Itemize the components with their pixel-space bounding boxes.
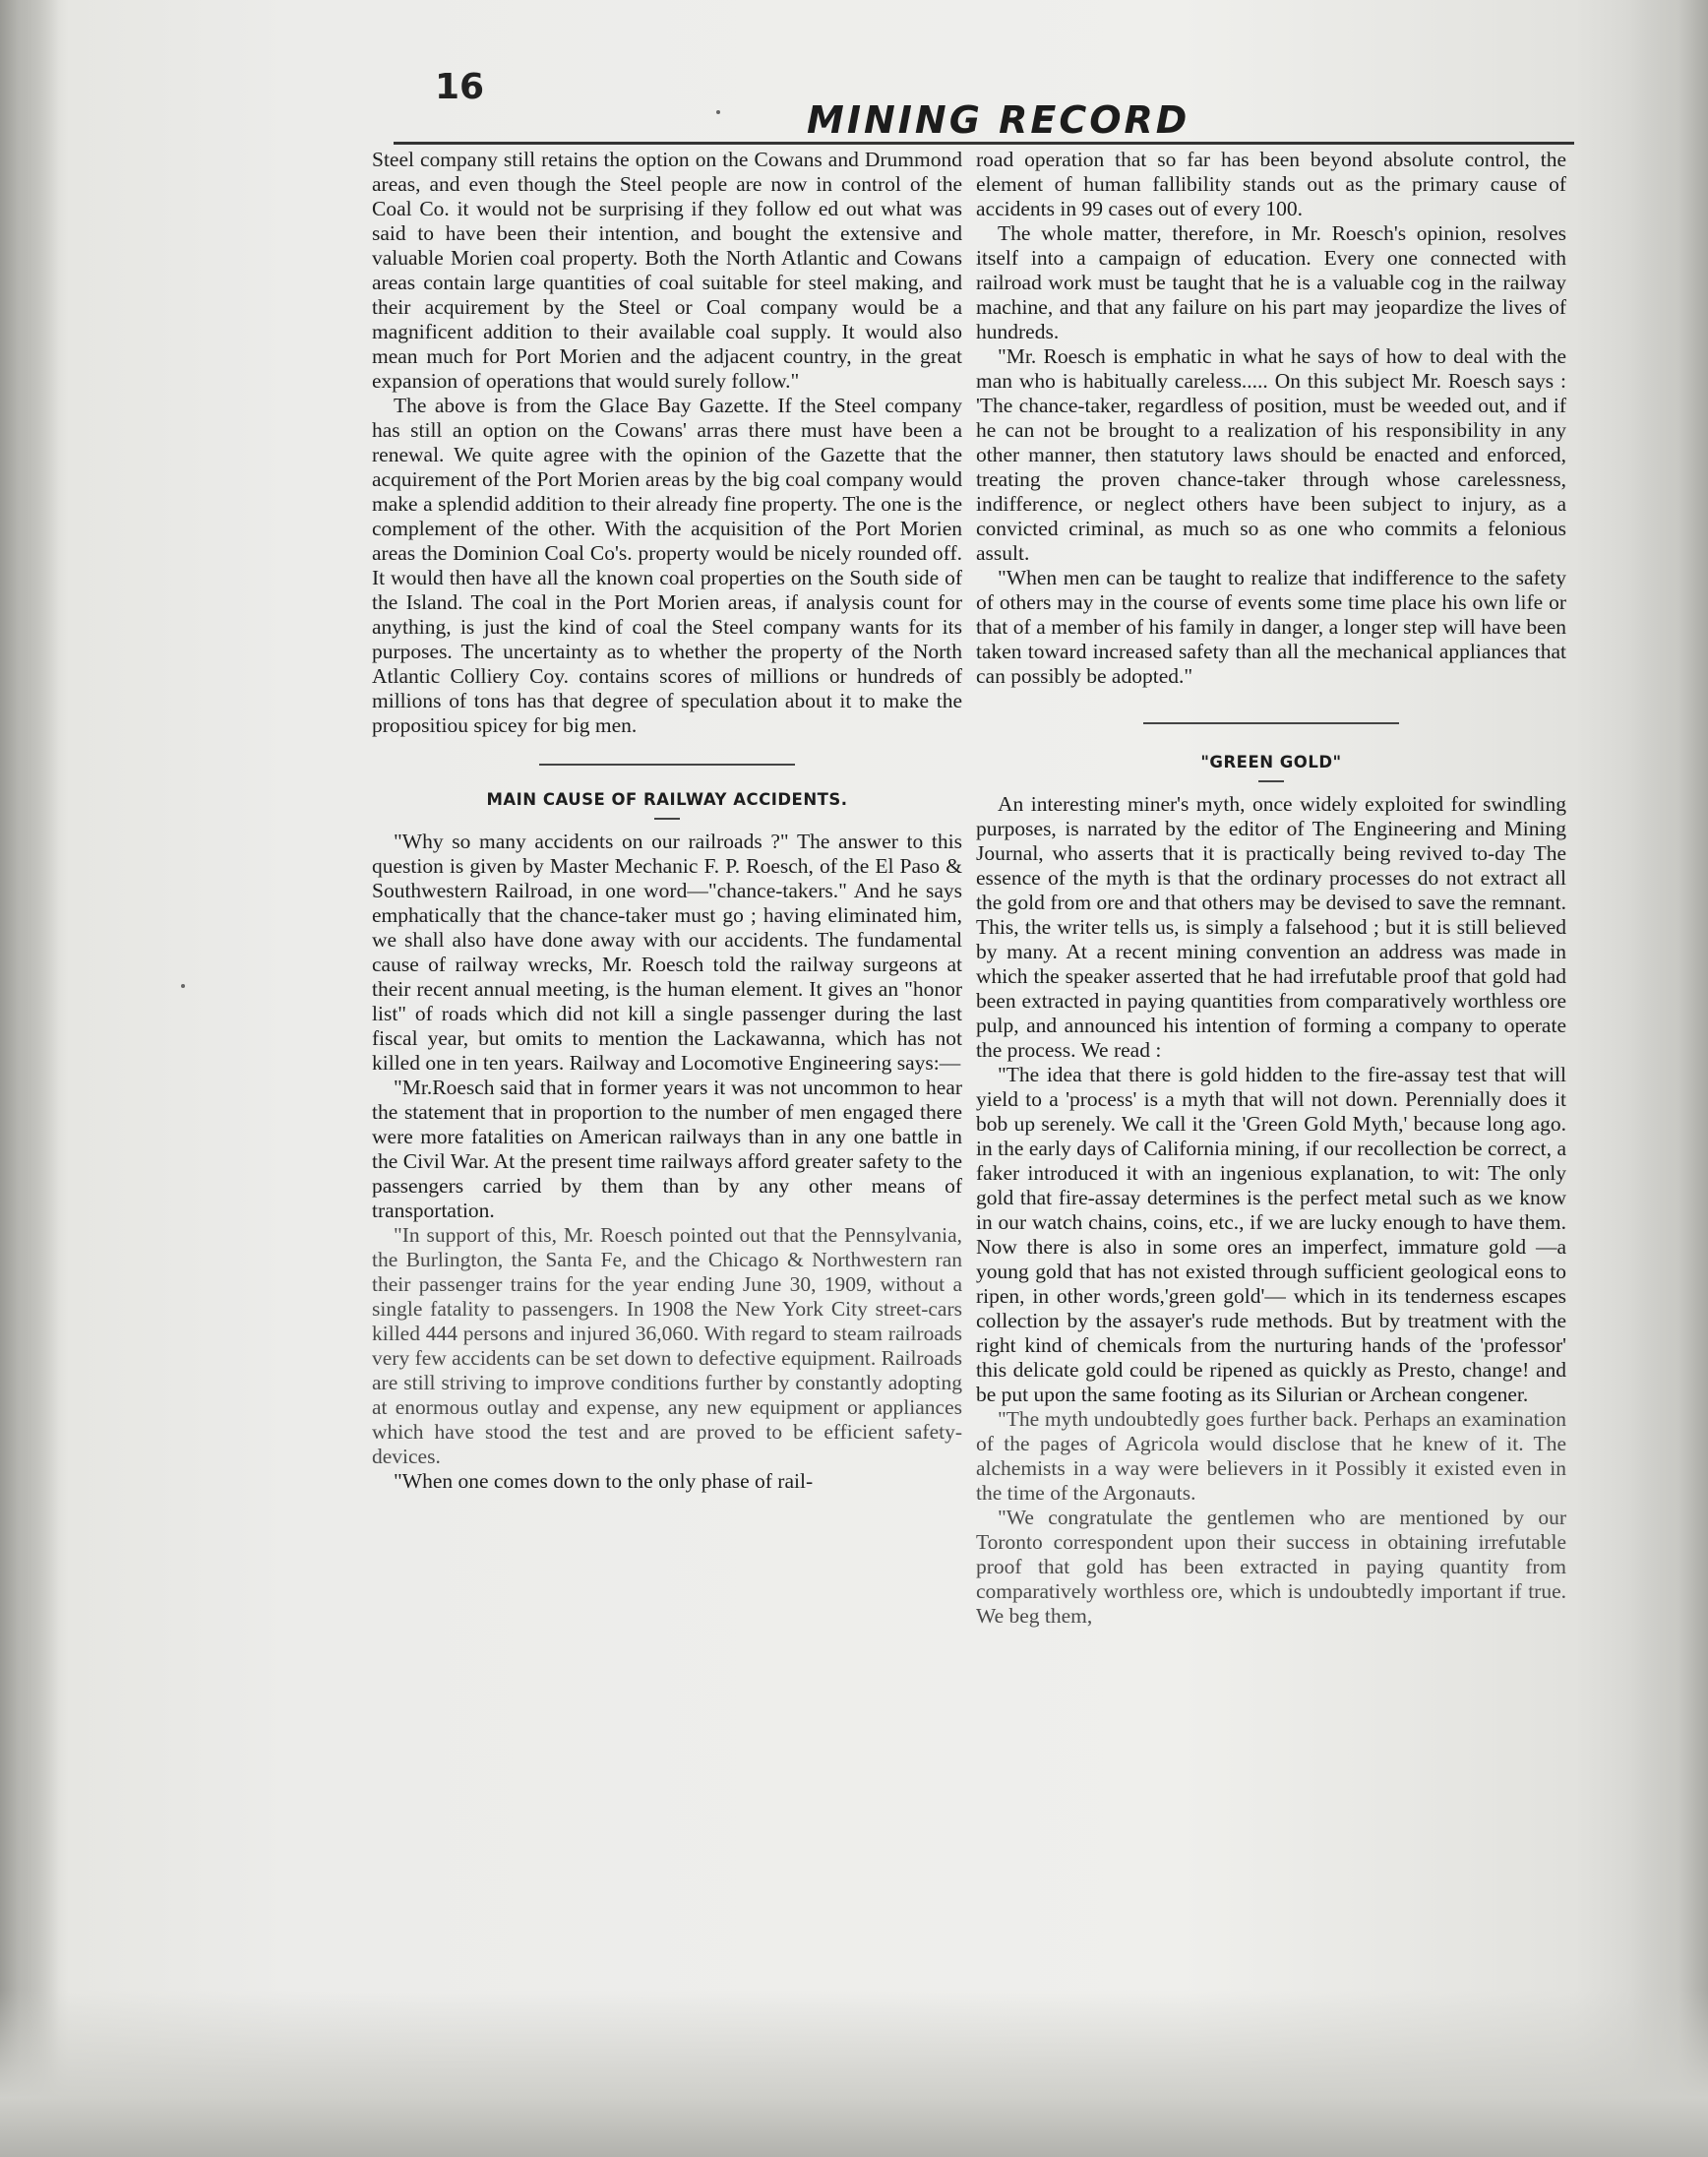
paragraph: "The myth undoubtedly goes further back. Perhaps an examination of the pages of Agricola would disclose that he knew of it. The alchemists in a way were believers in it Possibly it existed even in the time of the Argonauts. <box>976 1407 1566 1505</box>
paragraph: "We congratulate the gentlemen who are mentioned by our Toronto correspondent upon their success in obtaining irrefutable proof that gold has been extracted in paying quantity from comparatively worthless ore, which is undoubtedly important if true. We beg them, <box>976 1506 1566 1628</box>
running-title: MINING RECORD <box>807 98 1190 142</box>
section-separator <box>1143 722 1399 724</box>
left-column <box>372 148 962 1494</box>
paragraph: "Mr.Roesch said that in former years it was not uncommon to hear the statement that in proportion to the number of men engaged there were more fatalities on American railways than in any one battle in the Civil War. At the present time railways afford greater safety to the passengers carried by them than by any other means of transportation. <box>372 1076 962 1222</box>
paragraph: "When one comes down to the only phase of rail- <box>394 1469 814 1493</box>
paragraph: "The idea that there is gold hidden to the fire-assay test that will yield to a 'process' is a myth that will not down. Perennially does it bob up serenely. We call it the 'Green Gold Myth,' because long ago. in the early days of California mining, if our recollection be correct, a faker introduced it with an ingenious explanation, to wit: The only gold that fire-assay determines is the perfect metal such as we know in our watch chains, coins, etc., if we are lucky enough to have them. Now there is also in some ores an imperfect, immature gold —a young gold that has not existed through sufficient geological eons to ripen, in other words,'green gold'— which in its tenderness escapes collection by the assayer's rude methods. But by treatment with the right kind of chemicals from the nurturing hands of the 'professor' this delicate gold could be ripened as quickly as Presto, change! and be put upon the same footing as its Silurian or Archean congener. <box>976 1063 1566 1406</box>
speck <box>716 110 720 114</box>
bottom-page-shadow <box>0 1990 1708 2157</box>
paragraph: road operation that so far has been beyond absolute control, the element of human fallibility stands out as the primary cause of accidents in 99 cases out of every 100. <box>976 148 1566 220</box>
article-heading-green-gold: "GREEN GOLD" <box>1200 753 1342 771</box>
paragraph: "When men can be taught to realize that indifference to the safety of others may in the course of events some time place his own life or that of a member of his family in danger, a longer step will have been taken toward increased safety than all the mechanical appliances that can possibly be adopted." <box>976 566 1566 688</box>
section-separator <box>539 764 795 766</box>
paragraph: The above is from the Glace Bay Gazette. If the Steel company has still an option on the Cowans' arras there must have been a renewal. We quite agree with the opinion of the Gazette that the acquirement of the Port Morien areas by the big coal company would make a splendid addition to their already fine property. The one is the complement of the other. With the acquisition of the Port Morien areas the Dominion Coal Co's. property would be nicely rounded off. It would then have all the known coal properties on the South side of the Island. The coal in the Port Morien areas, if analysis count for anything, is just the kind of coal the Steel company wants for its purposes. The uncertainty as to whether the property of the North Atlantic Colliery Coy. contains scores of millions or hundreds of millions of tons has that degree of speculation about it to make the propositiou spicey for big men. <box>372 394 962 737</box>
paragraph: "Mr. Roesch is emphatic in what he says of how to deal with the man who is habitually careless..... On this subject Mr. Roesch says : 'The chance-taker, regardless of position, must be weeded out, and if he can not be brought to a realization of his responsibility in any other manner, then statutory laws should be enacted and enforced, treating the proven chance-taker through whose carelessness, indifference, or neglect others have been subject to injury, as a convicted criminal, as much so as one who commits a felonious assult. <box>976 344 1566 565</box>
heading-dash <box>654 818 680 820</box>
header-rule <box>394 142 1574 145</box>
binding-shadow <box>0 0 59 2157</box>
right-column <box>976 148 1566 1629</box>
paragraph: An interesting miner's myth, once widely exploited for swindling purposes, is narrated by the editor of The Engineering and Mining Journal, who asserts that it is practically being revived to-day The essence of the myth is that the ordinary processes do not extract all the gold from ore and that others may be devised to save the remnant. This, the writer tells us, is simply a falsehood ; but it is still believed by many. At a recent mining convention an address was made in which the speaker asserted that he had irrefutable proof that gold had been extracted in paying quantities from comparatively worthless ore pulp, and announced his intention of forming a company to operate the process. We read : <box>976 792 1566 1062</box>
paragraph: The whole matter, therefore, in Mr. Roesch's opinion, resolves itself into a campaign of education. Every one connected with railroad work must be taught that he is a valuable cog in the railway machine, and that any failure on his part may jeopardize the lives of hundreds. <box>976 221 1566 343</box>
speck <box>181 984 185 988</box>
article-heading-railway: MAIN CAUSE OF RAILWAY ACCIDENTS. <box>486 790 848 809</box>
page-number: 16 <box>435 67 485 107</box>
right-page-shadow <box>1629 0 1708 2157</box>
paragraph: "In support of this, Mr. Roesch pointed out that the Pennsylvania, the Burlington, the Santa Fe, and the Chicago & Northwestern ran their passenger trains for the year ending June 30, 1909, without a single fatality to passengers. In 1908 the New York City street-cars killed 444 persons and injured 36,060. With regard to steam railroads very few accidents can be set down to defective equipment. Railroads are still striving to improve conditions further by constantly adopting at enormous outlay and expense, any new equipment or appliances which have stood the test and are proved to be efficient safety-devices. <box>372 1223 962 1468</box>
paragraph: Steel company still retains the option on the Cowans and Drummond areas, and even though the Steel people are now in control of the Coal Co. it would not be surprising if they follow ed out what was said to have been their intention, and bought the extensive and valuable Morien coal property. Both the North Atlantic and Cowans areas contain large quantities of coal suitable for steel making, and their acquirement by the Steel or Coal company would be a magnificent addition to their available coal supply. It would also mean much for Port Morien and the adjacent country, in the great expansion of operations that would surely follow." <box>372 148 962 393</box>
paragraph: "Why so many accidents on our railroads ?" The answer to this question is given by Master Mechanic F. P. Roesch, of the El Paso & Southwestern Railroad, in one word—"chance-takers." And he says emphatically that the chance-taker must go ; having eliminated him, we shall also have done away with our accidents. The fundamental cause of railway wrecks, Mr. Roesch told the railway surgeons at their recent annual meeting, is the human element. It gives an "honor list" of roads which did not kill a single passenger during the last fiscal year, but omits to mention the Lackawanna, which has not killed one in ten years. Railway and Locomotive Engineering says:— <box>372 830 962 1075</box>
heading-dash <box>1258 780 1284 782</box>
